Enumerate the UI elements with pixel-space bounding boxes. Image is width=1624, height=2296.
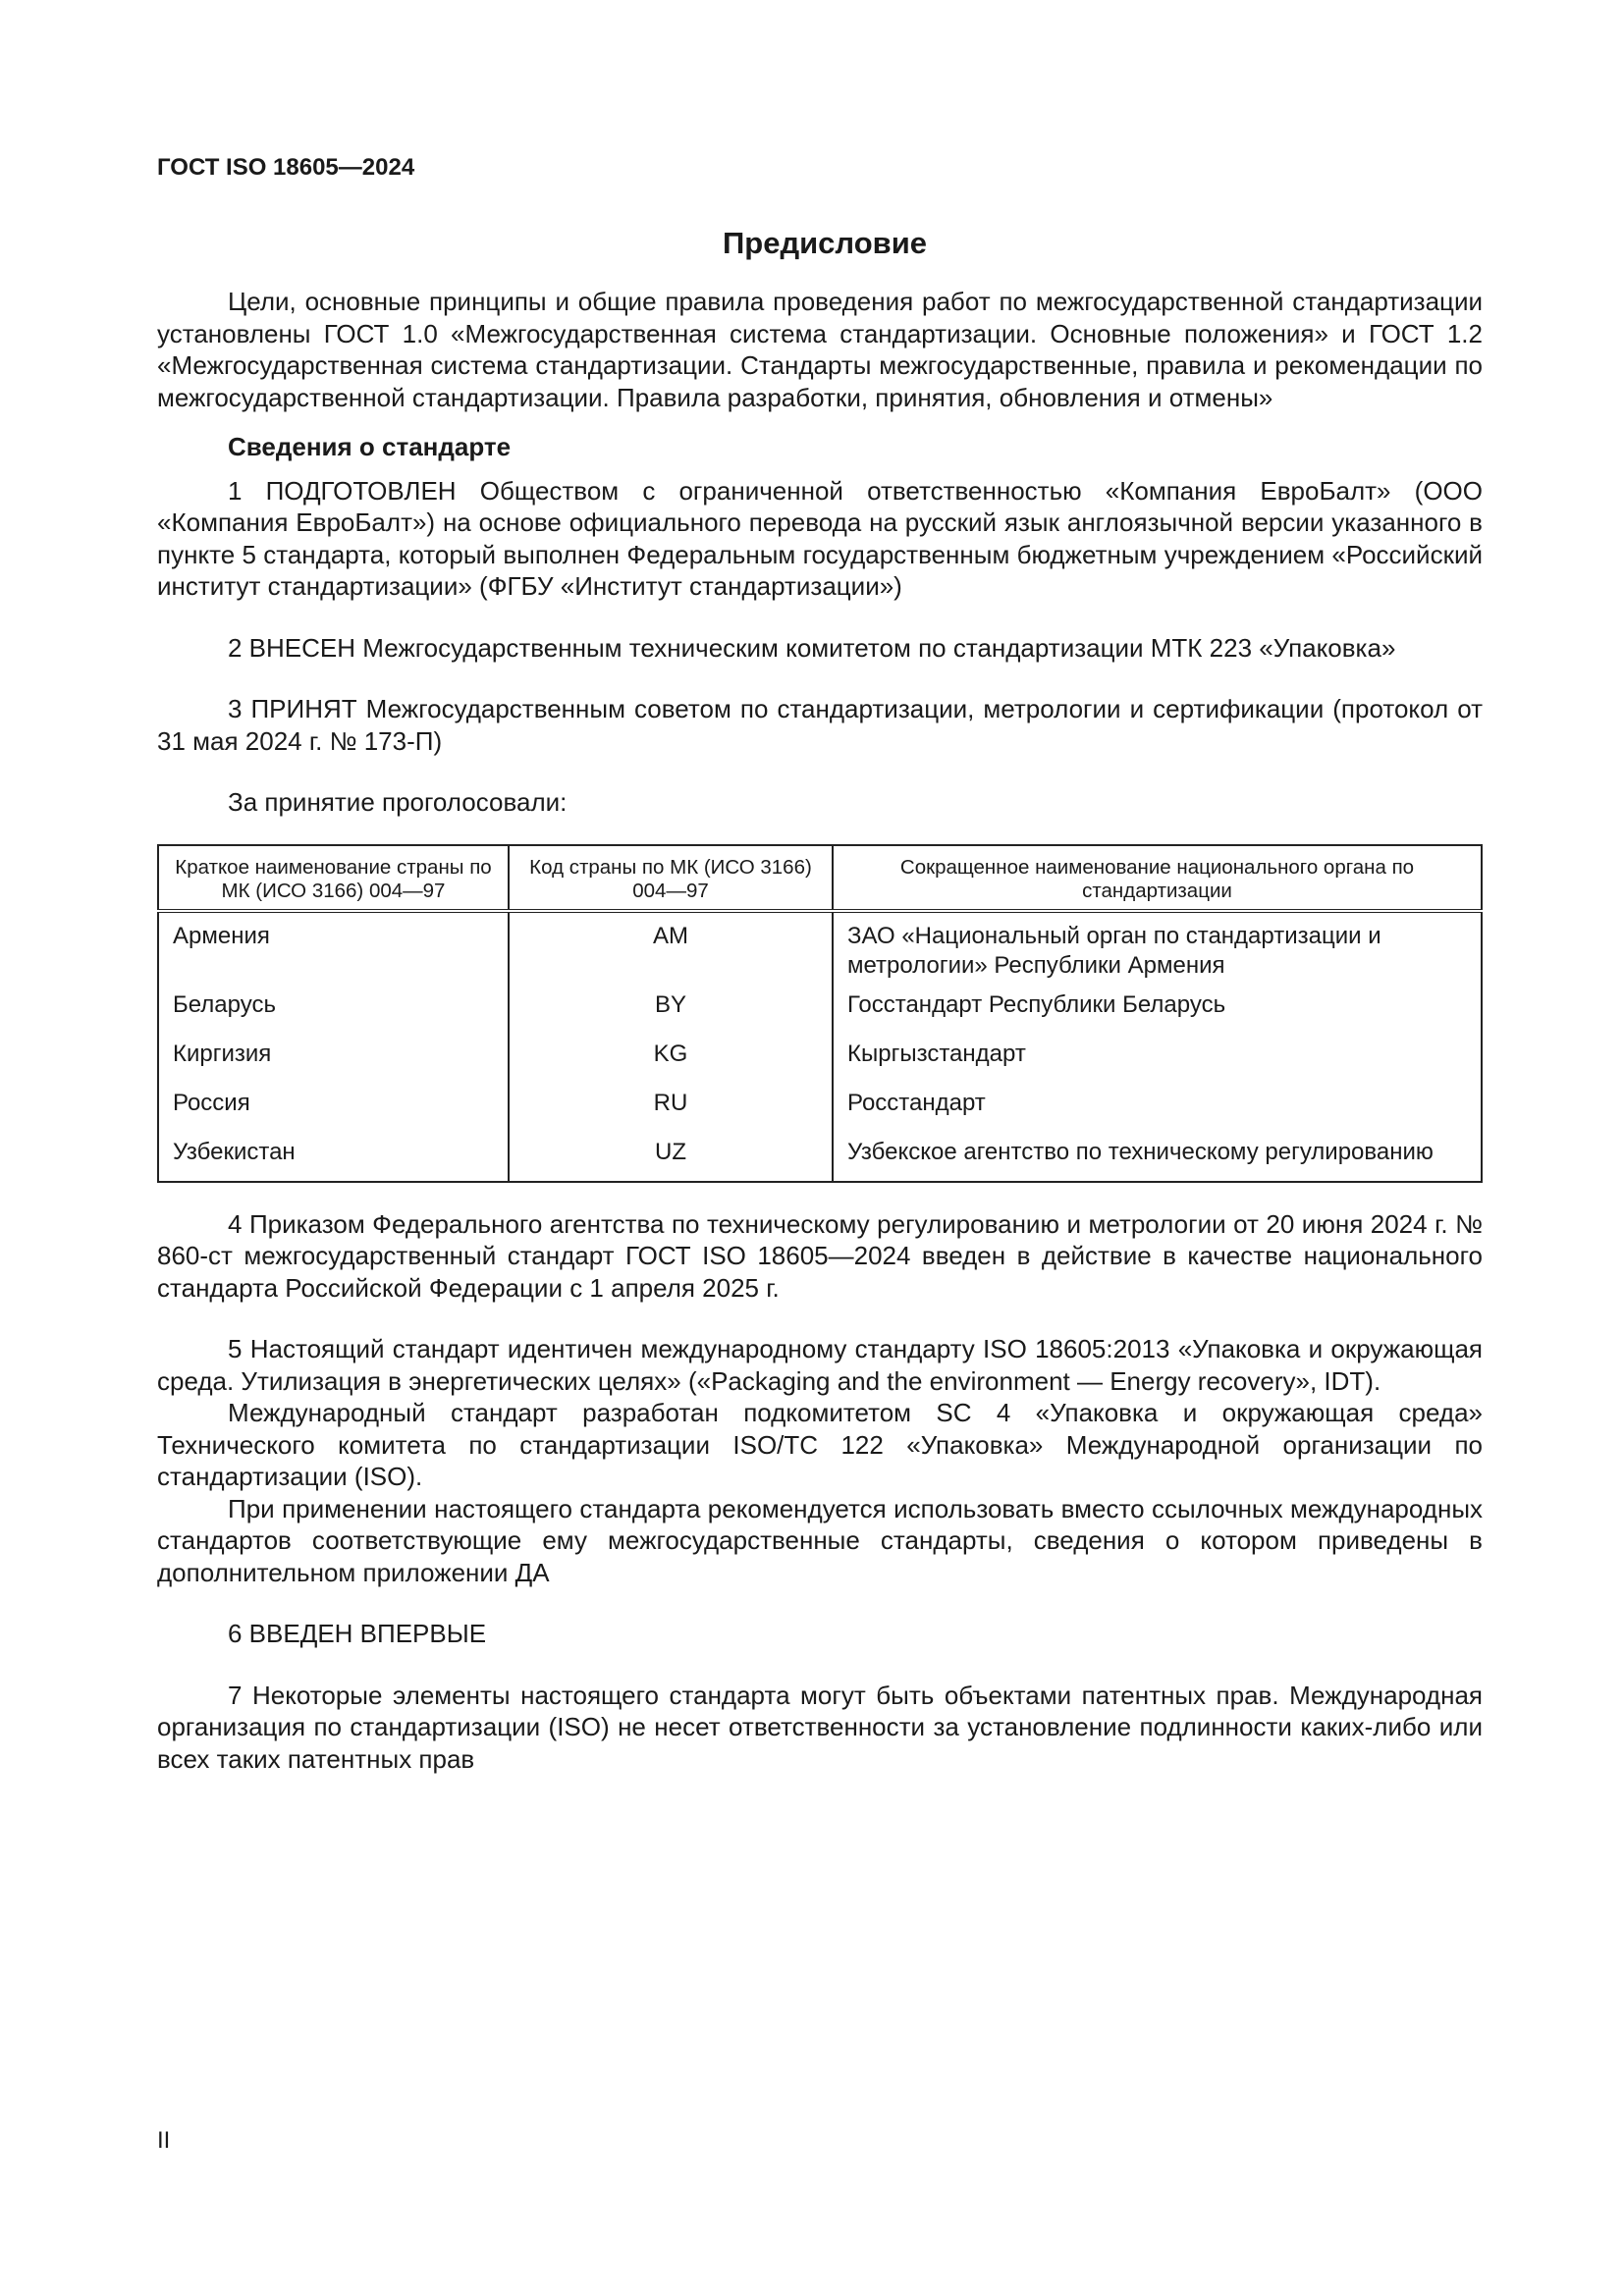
column-header-code: Код страны по МК (ИСО 3166) 004—97 bbox=[509, 845, 833, 911]
table-row bbox=[158, 911, 1482, 990]
body-cell: Госстандарт Республики Беларусь bbox=[833, 990, 1482, 1040]
table-row bbox=[158, 1040, 1482, 1089]
document-code: ГОСТ ISO 18605—2024 bbox=[157, 154, 415, 181]
item-5-application: При применении настоящего стандарта рекомендуется использовать вместо ссылочных международных стандартов соответствующие ему межгосударственные стандарты, сведения о котором приведены в дополнительном приложении ДА bbox=[157, 1493, 1483, 1587]
code-cell: KG bbox=[509, 1040, 833, 1089]
vote-label: За принятие проголосовали: bbox=[228, 787, 568, 817]
intro-paragraph: Цели, основные принципы и общие правила проведения работ по межгосударственной стандартизации установлены ГОСТ 1.0 «Межгосударственная система стандартизации. Основные положения» и ГОСТ 1.2 «Межгосударственная система стандартизации. Стандарты межгосударственные, правила и рекомендации по межгосударственной стандартизации. Правила разработки, принятия, обновления и отмены» bbox=[157, 287, 1483, 412]
table-row bbox=[158, 990, 1482, 1040]
item-2: 2 ВНЕСЕН Межгосударственным техническим комитетом по стандартизации МТК 223 «Упаковка» bbox=[228, 632, 1396, 663]
country-cell: Узбекистан bbox=[158, 1138, 509, 1182]
country-cell: Киргизия bbox=[158, 1040, 509, 1089]
voting-countries-table bbox=[157, 844, 1483, 1183]
item-5-development: Международный стандарт разработан подкомитетом SC 4 «Упаковка и окружающая среда» Технического комитета по стандартизации ISO/TC 122 «Упаковка» Международной организации по стандартизации (ISO). bbox=[157, 1398, 1483, 1491]
page-number: II bbox=[157, 2127, 171, 2154]
table-header-row bbox=[158, 845, 1482, 911]
country-cell: Армения bbox=[158, 911, 509, 990]
item-1: 1 ПОДГОТОВЛЕН Обществом с ограниченной ответственностью «Компания ЕвроБалт» (ООО «Компания ЕвроБалт») на основе официального перевода на русский язык англоязычной версии указанного в пункте 5 стандарта, который выполнен Федеральным государственным бюджетным учреждением «Российский институт стандартизации» (ФГБУ «Институт стандартизации») bbox=[157, 475, 1483, 601]
item-7: 7 Некоторые элементы настоящего стандарта могут быть объектами патентных прав. Международная организация по стандартизации (ISO) не несет ответственности за установление подлинности каких-либо или всех таких патентных прав bbox=[157, 1680, 1483, 1774]
code-cell: AM bbox=[509, 911, 833, 990]
code-cell: BY bbox=[509, 990, 833, 1040]
page-title: Предисловие bbox=[722, 226, 927, 260]
table-row bbox=[158, 1138, 1482, 1182]
item-3: 3 ПРИНЯТ Межгосударственным советом по стандартизации, метрологии и сертификации (протокол от 31 мая 2024 г. № 173-П) bbox=[157, 694, 1483, 756]
country-cell: Россия bbox=[158, 1089, 509, 1138]
column-header-country: Краткое наименование страны по МК (ИСО 3166) 004—97 bbox=[158, 845, 509, 911]
column-header-body: Сокращенное наименование национального органа по стандартизации bbox=[833, 845, 1482, 911]
table-row bbox=[158, 1089, 1482, 1138]
item-6: 6 ВВЕДЕН ВПЕРВЫЕ bbox=[228, 1619, 487, 1648]
body-cell: ЗАО «Национальный орган по стандартизации и метрологии» Республики Армения bbox=[833, 911, 1482, 990]
item-4: 4 Приказом Федерального агентства по техническому регулированию и метрологии от 20 июня 2024 г. № 860-ст межгосударственный стандарт ГОСТ ISO 18605—2024 введен в действие в качестве национального стандарта Российской Федерации с 1 апреля 2025 г. bbox=[157, 1208, 1483, 1303]
body-cell: Кыргызстандарт bbox=[833, 1040, 1482, 1089]
code-cell: RU bbox=[509, 1089, 833, 1138]
section-subheading: Сведения о стандарте bbox=[228, 432, 512, 461]
item-5: 5 Настоящий стандарт идентичен международному стандарту ISO 18605:2013 «Упаковка и окружающая среда. Утилизация в энергетических целях» («Packaging and the environment — Energy recovery», IDT). bbox=[157, 1334, 1483, 1396]
body-cell: Росстандарт bbox=[833, 1089, 1482, 1138]
body-cell: Узбекское агентство по техническому регулированию bbox=[833, 1138, 1482, 1182]
country-cell: Беларусь bbox=[158, 990, 509, 1040]
document-body bbox=[157, 286, 1483, 1775]
code-cell: UZ bbox=[509, 1138, 833, 1182]
